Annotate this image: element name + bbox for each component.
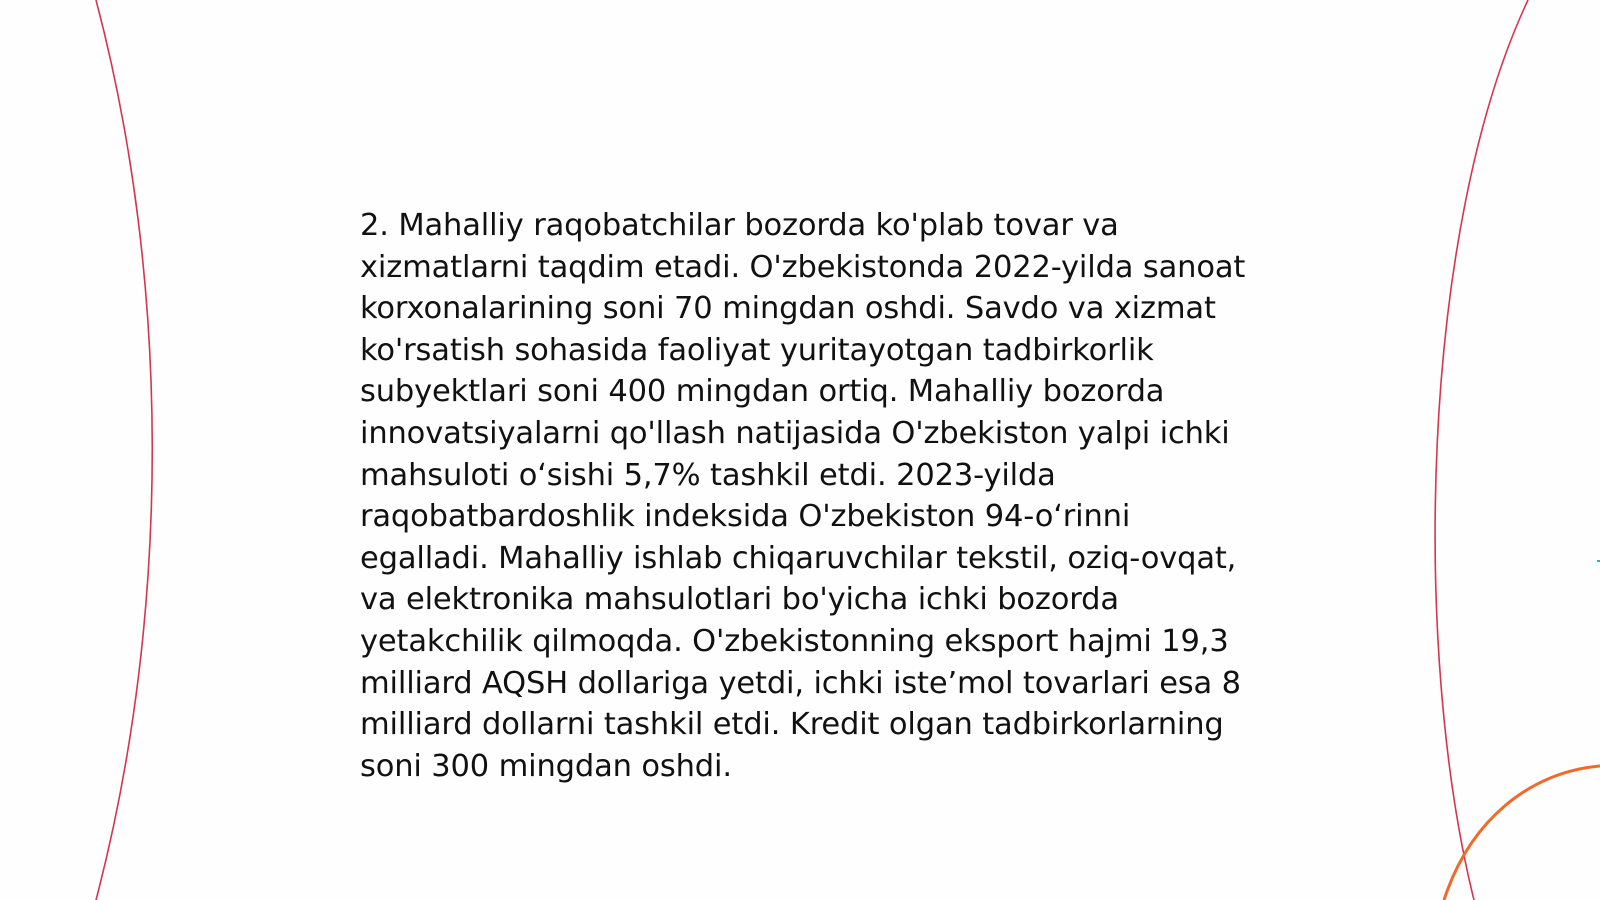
slide-body-text: 2. Mahalliy raqobatchilar bozorda ko'plab tovar va xizmatlarni taqdim etadi. O'zbekistonda 2022-yilda sanoat korxonalarining soni 70 mingdan oshdi. Savdo va xizmat ko'rsatish sohasida faoliyat yuritayotgan tadbirkorlik subyektlari soni 400 mingdan ortiq. Mahalliy bozorda innovatsiyalarni qo'llash natijasida O'zbekiston yalpi ichki mahsuloti o‘sishi 5,7% tashkil etdi. 2023-yilda raqobatbardoshlik indeksida O'zbekiston 94-o‘rinni egalladi. Mahalliy ishlab chiqaruvchilar tekstil, oziq-ovqat, va elektronika mahsulotlari bo'yicha ichki bozorda yetakchilik qilmoqda. O'zbekistonning eksport hajmi 19,3 milliard AQSH dollariga yetdi, ichki iste’mol tovarlari esa 8 milliard dollarni tashkil etdi. Kredit olgan tadbirkorlarning soni 300 mingdan oshdi.: [360, 208, 1246, 784]
right-curve-line: [1435, 0, 1528, 900]
orange-accent-arc: [1444, 766, 1600, 900]
left-curve-line: [96, 0, 152, 900]
